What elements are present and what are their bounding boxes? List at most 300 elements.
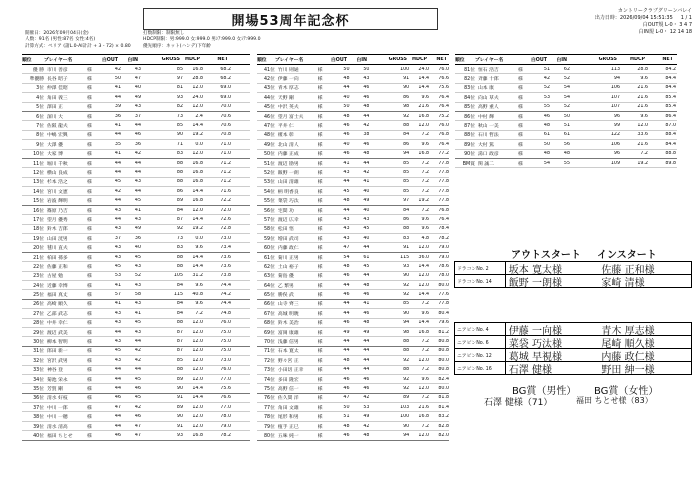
table-cell: 49: [363, 198, 370, 204]
table-cell: 21.6: [637, 141, 648, 147]
table-row: [22, 215, 250, 224]
table-cell: 56: [563, 141, 570, 147]
table-row: [257, 103, 449, 112]
table-cell: 92: [403, 282, 410, 288]
table-cell: 様: [317, 208, 323, 214]
table-cell: 43: [134, 216, 141, 222]
table-cell: 44: [134, 339, 141, 345]
table-row: [22, 168, 250, 177]
table-cell: 37: [114, 235, 121, 241]
table-cell: 122: [610, 132, 620, 138]
table-cell: 82: [176, 104, 183, 110]
table-cell: 9.6: [421, 226, 430, 232]
page-number: 1 / 1: [680, 15, 692, 21]
table-cell: 45: [363, 263, 370, 269]
table-cell: 90: [403, 85, 410, 91]
table-cell: 41: [363, 179, 370, 185]
table-cell: 様: [87, 152, 92, 158]
table-cell: 73: [176, 113, 183, 119]
bg-female-title: BG賞（女性）: [594, 386, 659, 397]
table-cell: 73.6: [220, 254, 231, 260]
table-row: [22, 281, 250, 290]
table-cell: 90位: [464, 152, 475, 158]
table-cell: 77.0: [220, 376, 231, 382]
table-cell: 16.8: [192, 160, 203, 166]
table-cell: 斉藤 十郎: [478, 77, 499, 83]
table-cell: 45: [343, 188, 350, 194]
table-cell: 72位: [264, 358, 275, 364]
table-cell: 94: [613, 76, 620, 82]
table-cell: 43位: [264, 86, 275, 92]
award-row: [455, 275, 691, 287]
table-cell: 12.0: [418, 432, 430, 438]
table-cell: 大澤 優: [47, 142, 63, 148]
table-cell: 72.8: [220, 226, 231, 232]
event-info: [25, 31, 131, 50]
table-cell: 様: [317, 415, 323, 421]
table-cell: 19.2: [637, 160, 648, 166]
table-row: [455, 131, 677, 140]
table-cell: 47位: [264, 124, 275, 130]
table-cell: 9.6: [640, 76, 648, 82]
table-cell: 43: [134, 263, 141, 269]
table-cell: 88: [176, 169, 183, 175]
table-cell: 45: [114, 348, 121, 354]
table-row: [257, 84, 449, 93]
table-cell: 44: [363, 160, 370, 166]
table-cell: 澤田 正: [47, 105, 63, 111]
table-cell: 85.4: [665, 104, 676, 110]
table-cell: 76.0: [220, 320, 231, 326]
table-cell: 16.8: [192, 198, 203, 204]
table-row: [257, 234, 449, 243]
table-cell: 49: [363, 414, 370, 420]
table-cell: 12.0: [192, 423, 203, 429]
award-in-winner: 尾崎 順久様: [601, 338, 655, 350]
club-name: カントリークラブグリーンバレイ: [617, 8, 692, 14]
table-cell: 43: [114, 207, 121, 213]
header-meta: [595, 8, 692, 36]
table-cell: 57: [114, 292, 121, 298]
table-cell: 様: [87, 208, 92, 214]
table-cell: 43: [134, 104, 141, 110]
table-cell: 103: [400, 404, 410, 410]
table-cell: 31.2: [192, 273, 203, 279]
table-row: [257, 384, 449, 393]
table-cell: 7.2: [421, 348, 430, 354]
table-cell: 38: [363, 132, 370, 138]
table-cell: 90: [403, 273, 410, 279]
table-cell: 44: [363, 357, 370, 363]
table-cell: 41: [114, 85, 121, 91]
table-cell: 47: [343, 395, 350, 401]
table-cell: 43: [114, 310, 121, 316]
table-cell: 43: [114, 320, 121, 326]
table-cell: 46: [363, 376, 370, 382]
table-cell: 14.4: [418, 76, 430, 82]
table-cell: 35位: [33, 386, 44, 392]
table-row: [257, 394, 449, 403]
table-cell: 福田 真丈: [47, 293, 68, 299]
award-label: ニアピンNo. 4: [455, 323, 506, 335]
table-cell: 様: [317, 236, 323, 242]
table-cell: 14.4: [192, 385, 203, 391]
table-cell: 78.2: [438, 235, 449, 241]
table-cell: 88: [403, 339, 410, 345]
table-cell: 59位: [264, 236, 275, 242]
table-cell: 様: [518, 161, 523, 167]
table-cell: 様: [317, 283, 323, 289]
table-cell: 100: [400, 414, 410, 420]
table-cell: 84.4: [665, 85, 676, 91]
table-cell: 角田 義三: [47, 95, 68, 101]
table-cell: 42: [363, 123, 370, 129]
table-cell: 渡辺 広幸: [277, 217, 299, 223]
table-row: [22, 431, 250, 440]
table-row: [22, 84, 250, 93]
table-cell: 9.6: [421, 376, 430, 382]
table-cell: 48: [543, 123, 550, 129]
table-row: [257, 196, 449, 205]
table-cell: 様: [87, 246, 92, 252]
table-cell: 83位: [464, 86, 475, 92]
table-cell: 61位: [264, 255, 275, 261]
table-cell: 勝俣 武: [277, 293, 294, 299]
table-cell: 85: [176, 357, 183, 363]
table-cell: 76.8: [438, 207, 449, 213]
table-cell: 48: [363, 151, 370, 157]
table-cell: 61: [543, 132, 550, 138]
table-row: [257, 150, 449, 159]
header-cell: 白OUT: [101, 58, 118, 63]
award-out-winner: 飯野 一朗様: [508, 277, 562, 289]
table-cell: 49: [134, 226, 141, 232]
table-cell: 様: [87, 236, 92, 242]
table-cell: 96: [613, 113, 620, 119]
table-cell: 48: [363, 104, 370, 110]
table-cell: 古屋 勉: [47, 274, 63, 280]
table-cell: 86位: [464, 114, 475, 120]
award-out-winner: 石澤 健様: [508, 364, 552, 376]
table-cell: 84: [403, 132, 410, 138]
table-cell: 84: [403, 207, 410, 213]
table-cell: 105: [173, 273, 183, 279]
table-cell: 38位: [33, 415, 44, 421]
table-cell: 19.2: [192, 226, 203, 232]
table-cell: 78.0: [438, 273, 449, 279]
table-cell: 16.8: [192, 66, 203, 72]
header-cell: GROSS: [161, 57, 180, 62]
table-cell: 41: [134, 207, 141, 213]
table-cell: 48: [343, 76, 350, 82]
table-cell: 89.8: [665, 160, 676, 166]
award-out-winner: 伊藤 一向様: [508, 325, 562, 337]
table-cell: 46: [343, 385, 350, 391]
table-cell: 92: [403, 385, 410, 391]
table-cell: 様: [87, 161, 92, 167]
table-cell: 58位: [264, 227, 275, 233]
hdcp-limit: HDCP制限：男:999.0 女:999.0 男ｼｱ:999.0 女ｼｱ:999.0: [143, 37, 261, 43]
table-cell: 佐久間 洋: [277, 396, 299, 402]
table-cell: 松田 悟: [277, 227, 294, 233]
table-cell: 14.4: [192, 216, 203, 222]
table-cell: 43: [343, 216, 350, 222]
header-cell: 白IN: [556, 58, 567, 63]
table-cell: 75.6: [220, 385, 231, 391]
table-cell: 様: [87, 124, 92, 130]
table-cell: 7.2: [421, 179, 430, 185]
table-cell: 89: [176, 198, 183, 204]
table-cell: 様: [518, 105, 523, 111]
table-cell: 81.4: [438, 404, 449, 410]
table-cell: 4.8: [421, 235, 430, 241]
table-cell: 12.0: [418, 357, 430, 363]
table-cell: 44位: [264, 95, 275, 101]
table-cell: 48: [343, 198, 350, 204]
table-cell: 81.8: [438, 395, 449, 401]
table-cell: 61: [563, 132, 570, 138]
table-cell: 73位: [264, 368, 275, 374]
table-row: [257, 366, 449, 375]
table-cell: 高野 信一: [277, 386, 299, 392]
table-cell: 46: [543, 113, 550, 119]
table-cell: 14.4: [192, 254, 203, 260]
table-cell: 88: [403, 348, 410, 354]
table-cell: 75.6: [438, 85, 449, 91]
table-cell: 80.8: [438, 367, 449, 373]
table-cell: 様: [317, 405, 323, 411]
award-label: ドラコンNo. 14: [455, 275, 506, 287]
table-cell: 44: [343, 310, 350, 316]
table-cell: 様: [87, 105, 92, 111]
table-cell: 様: [317, 386, 323, 392]
table-cell: 77.8: [438, 188, 449, 194]
table-cell: 77.8: [438, 301, 449, 307]
table-cell: 7.2: [421, 188, 430, 194]
table-row: [22, 403, 250, 412]
header-cell: 順位: [455, 58, 465, 63]
table-cell: 菊島 優: [277, 274, 294, 280]
table-cell: 44: [114, 385, 121, 391]
table-cell: 82.0: [438, 432, 449, 438]
table-cell: 107: [610, 104, 620, 110]
table-cell: 70.0: [220, 104, 231, 110]
table-cell: 44: [363, 245, 370, 251]
table-cell: 91: [176, 395, 183, 401]
table-cell: 山田 清雄: [277, 180, 299, 186]
table-cell: 様: [87, 311, 92, 317]
table-cell: 33.6: [637, 132, 648, 138]
table-cell: 9位: [36, 142, 44, 148]
table-cell: 81: [176, 85, 183, 91]
table-row: [455, 121, 677, 130]
table-cell: 様: [87, 405, 92, 411]
award-in-winner: 佐藤 正和様: [601, 264, 655, 276]
table-cell: 乙部 武志: [47, 311, 68, 317]
award-in-winner: 野田 紳一様: [601, 364, 655, 376]
table-cell: 55: [563, 160, 570, 166]
table-cell: 41: [114, 151, 121, 157]
table-cell: 42: [134, 404, 141, 410]
table-cell: 様: [87, 330, 92, 336]
table-cell: 菊川 正男: [277, 255, 299, 261]
table-cell: 12.0: [418, 123, 430, 129]
table-cell: 14.4: [192, 123, 203, 129]
table-cell: 72.0: [220, 207, 231, 213]
table-cell: 様: [87, 170, 92, 176]
table-cell: 73.4: [220, 245, 231, 251]
table-row: [22, 206, 250, 215]
table-row: [257, 281, 449, 290]
stroke-limit: 打数制限：制限無し: [143, 31, 185, 36]
table-cell: 乙 繁男: [277, 283, 294, 289]
table-cell: 4位: [36, 95, 44, 101]
table-cell: 20位: [33, 246, 44, 252]
table-cell: 47: [134, 432, 141, 438]
out-start-heading: アウトスタート: [511, 250, 581, 261]
table-cell: 44: [134, 169, 141, 175]
table-cell: 山本 康: [478, 86, 494, 92]
table-cell: 46: [363, 85, 370, 91]
table-cell: 43: [363, 76, 370, 82]
table-cell: 79位: [264, 424, 275, 430]
table-cell: 佐阪 龍夫: [47, 124, 68, 130]
table-cell: 長谷 昭子: [47, 77, 68, 83]
table-cell: 様: [87, 114, 92, 120]
table-cell: 106: [610, 141, 620, 147]
table-cell: 44: [134, 160, 141, 166]
header-cell: NET: [436, 57, 447, 62]
table-cell: 9.6: [421, 310, 430, 316]
table-row: [22, 309, 250, 318]
table-cell: 48: [343, 423, 350, 429]
award-label: ニアピンNo. 16: [455, 362, 506, 374]
table-cell: 様: [87, 142, 92, 148]
table-cell: 73.0: [220, 357, 231, 363]
table-cell: 様: [317, 170, 323, 176]
table-cell: 50: [563, 113, 570, 119]
table-cell: 44: [343, 85, 350, 91]
table-cell: 12.0: [192, 207, 203, 213]
table-cell: 43: [134, 282, 141, 288]
table-cell: 44: [134, 367, 141, 373]
table-cell: 様: [87, 67, 92, 73]
award-label: ニアピンNo. 12: [455, 349, 506, 361]
table-cell: 14.4: [192, 188, 203, 194]
table-cell: 40: [343, 94, 350, 100]
table-cell: 様: [518, 95, 523, 101]
table-cell: 6位: [36, 114, 44, 120]
table-cell: 77.8: [438, 198, 449, 204]
table-cell: 72.2: [220, 198, 231, 204]
table-cell: 様: [87, 264, 92, 270]
table-cell: 7.2: [640, 151, 648, 157]
table-cell: 様: [87, 86, 92, 92]
table-cell: 79.0: [438, 245, 449, 251]
event-rules: [143, 31, 261, 50]
table-cell: 41: [114, 282, 121, 288]
table-row: [22, 290, 250, 299]
table-cell: 仲澤 佳昭: [47, 86, 68, 92]
table-cell: 様: [317, 358, 323, 364]
table-cell: 準優勝: [29, 77, 44, 83]
table-cell: 富岡 康雄: [277, 330, 299, 336]
table-cell: 77.6: [438, 292, 449, 298]
page-title: 開場53周年記念杯: [143, 8, 438, 30]
table-cell: 46: [343, 273, 350, 279]
table-cell: 42: [363, 169, 370, 175]
table-cell: 85: [403, 179, 410, 185]
table-cell: 16.8: [418, 113, 430, 119]
table-cell: 市川 善彦: [47, 67, 68, 73]
table-cell: 45: [134, 395, 141, 401]
table-row: [22, 366, 250, 375]
table-cell: 様: [87, 433, 92, 439]
table-cell: 84: [176, 207, 183, 213]
table-cell: 宮川 文憲: [47, 189, 68, 195]
table-row: [455, 140, 677, 149]
table-cell: 47: [343, 245, 350, 251]
table-cell: 45: [114, 179, 121, 185]
table-cell: 16位: [33, 208, 44, 214]
table-cell: 12.0: [192, 376, 203, 382]
table-cell: 7.2: [421, 132, 430, 138]
table-row: [257, 309, 449, 318]
table-cell: 7.2: [421, 160, 430, 166]
table-cell: 44: [114, 329, 121, 335]
table-row: [257, 300, 449, 309]
calc-method: 計算方式：ペリア (諸L.0-AI計計 + 3 - 72) × 0.80: [25, 43, 131, 49]
table-row: [257, 272, 449, 281]
table-cell: 12.0: [192, 357, 203, 363]
table-cell: 12.0: [418, 385, 430, 391]
table-cell: 45: [114, 263, 121, 269]
event-date: 開催日：2026年09月04日(金): [25, 31, 89, 36]
table-cell: 80.0: [438, 357, 449, 363]
table-cell: 46: [363, 385, 370, 391]
table-cell: 84位: [464, 95, 475, 101]
table-cell: 44: [114, 94, 121, 100]
table-cell: 中村 輝: [478, 114, 494, 120]
table-cell: 89位: [464, 142, 475, 148]
table-row: [22, 74, 250, 83]
table-cell: 7.2: [421, 339, 430, 345]
table-cell: 12.0: [192, 85, 203, 91]
table-cell: 36.0: [418, 254, 430, 260]
table-cell: 23位: [33, 274, 44, 280]
table-cell: 46: [343, 320, 350, 326]
table-cell: 80.4: [438, 310, 449, 316]
table-cell: 佐藤 正和: [47, 264, 68, 270]
table-row: [22, 262, 250, 271]
table-cell: 51: [343, 414, 350, 420]
table-cell: 46: [363, 94, 370, 100]
table-cell: 24位: [33, 283, 44, 289]
table-cell: 88.4: [665, 132, 676, 138]
table-row: [257, 225, 449, 234]
table-row: [257, 262, 449, 271]
table-cell: 高城 明暁: [277, 311, 299, 317]
table-cell: 中川 一穂: [47, 415, 68, 421]
table-cell: 様: [87, 386, 92, 392]
table-row: [22, 412, 250, 421]
table-cell: 2.4: [195, 113, 203, 119]
table-cell: 様: [317, 86, 323, 92]
table-cell: 16.8: [418, 329, 430, 335]
table-cell: 77位: [264, 405, 275, 411]
bg-female-winner: 福田 ちとせ様（83）: [576, 396, 653, 405]
table-cell: 93: [176, 432, 183, 438]
